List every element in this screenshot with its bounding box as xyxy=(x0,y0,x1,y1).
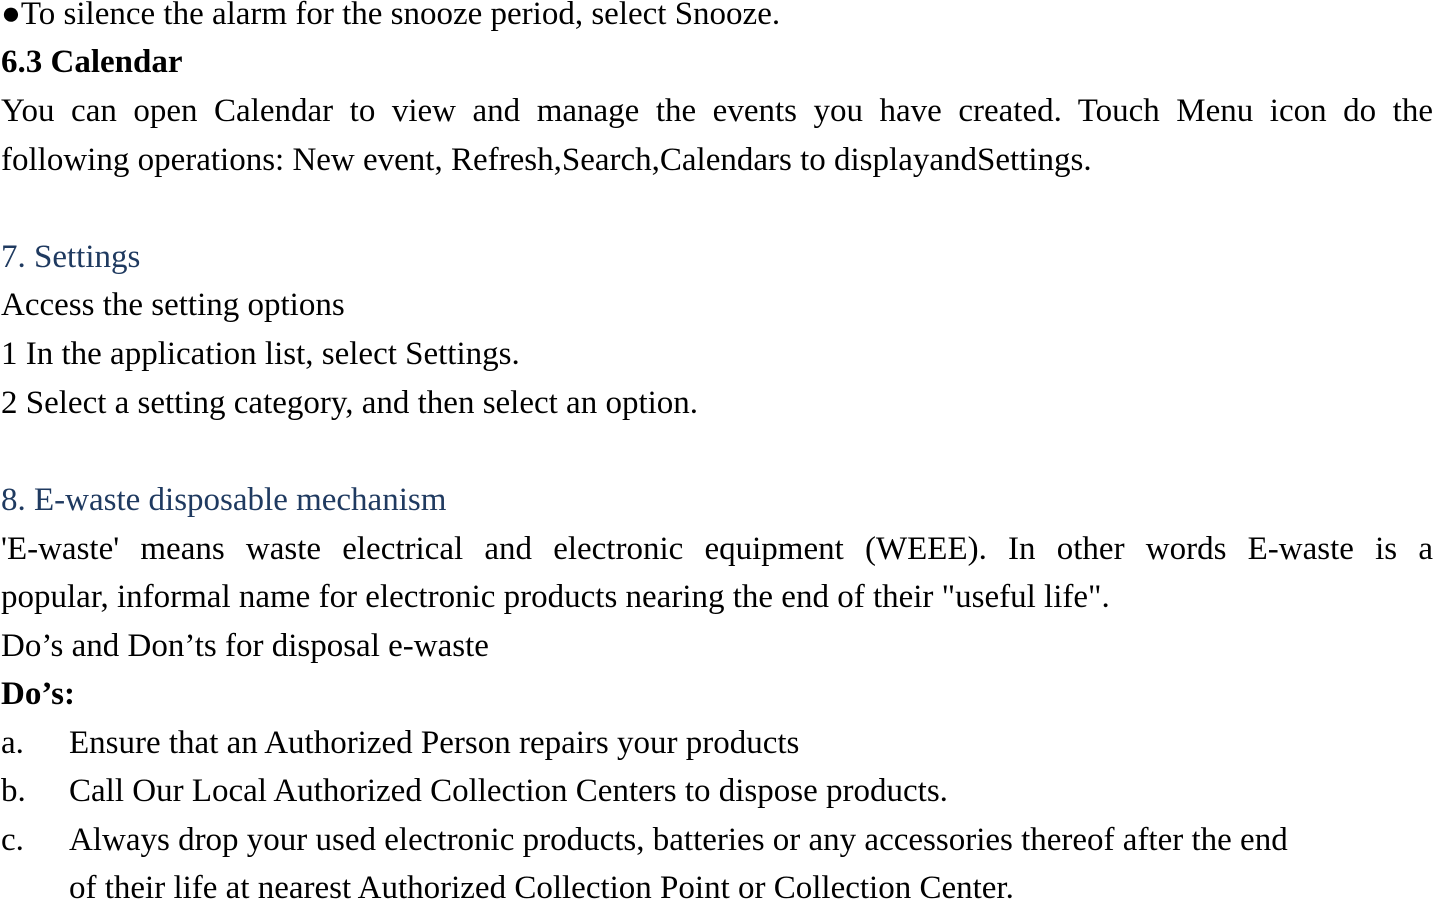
calendar-body-line-2: following operations: New event, Refresh,Search,Calendars to displayandSettings. xyxy=(1,142,1092,178)
alarm-snooze-note: ●To silence the alarm for the snooze period, select Snooze. xyxy=(1,0,781,32)
list-item-text: Call Our Local Authorized Collection Centers to dispose products. xyxy=(69,773,948,809)
ewaste-heading: 8. E-waste disposable mechanism xyxy=(1,482,447,518)
settings-step-1: 1 In the application list, select Settings. xyxy=(1,336,520,372)
calendar-body-line-1: You can open Calendar to view and manage the events you have created. Touch Menu icon do the xyxy=(1,93,1433,129)
settings-heading: 7. Settings xyxy=(1,239,141,275)
list-item-text: Ensure that an Authorized Person repairs your products xyxy=(69,725,800,761)
dos-label: Do’s: xyxy=(1,676,75,712)
settings-intro: Access the setting options xyxy=(1,287,345,323)
settings-step-2: 2 Select a setting category, and then select an option. xyxy=(1,385,699,421)
dos-donts-title: Do’s and Don’ts for disposal e-waste xyxy=(1,628,489,664)
list-marker: c. xyxy=(1,822,24,858)
calendar-heading: 6.3 Calendar xyxy=(1,44,183,80)
list-marker: b. xyxy=(1,773,26,809)
ewaste-definition-line-2: popular, informal name for electronic products nearing the end of their "useful life". xyxy=(1,579,1110,615)
ewaste-definition-line-1: 'E-waste' means waste electrical and electronic equipment (WEEE). In other words E-waste is a xyxy=(1,531,1433,567)
list-marker: a. xyxy=(1,725,24,761)
list-item-text: Always drop your used electronic products, batteries or any accessories thereof after the end xyxy=(69,822,1288,858)
list-item-text-continued: of their life at nearest Authorized Collection Point or Collection Center. xyxy=(69,870,1014,906)
